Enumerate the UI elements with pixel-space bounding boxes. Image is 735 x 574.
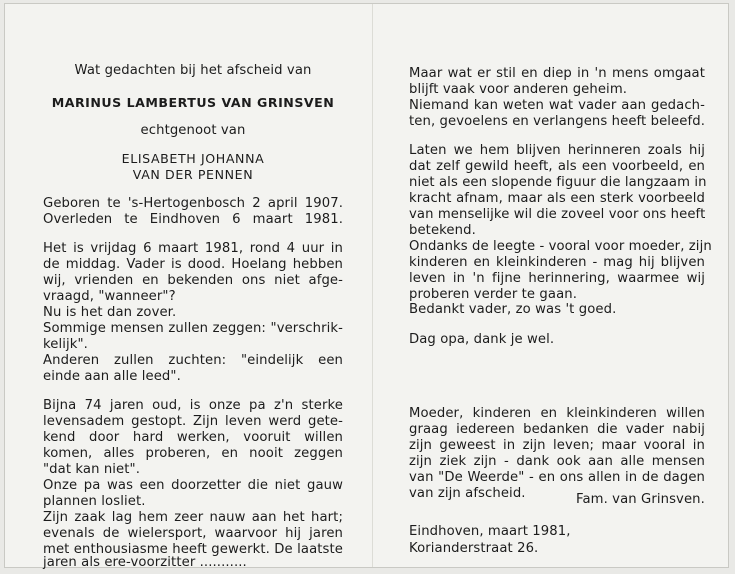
address: Korianderstraat 26. [409,541,539,556]
spouse-label: echtgenoot van [140,123,246,138]
family-signature: Fam. van Grinsven. [576,492,705,507]
deceased-name: MARINUS LAMBERTUS VAN GRINSVEN [51,95,335,110]
text-line: jaren als ere-voorzitter ........... [43,555,247,570]
text-line: Zijn zaak lag hem zeer nauw aan het hart; [43,510,343,525]
text-line: komen, alles proberen, en nooit zeggen [43,446,343,461]
text-line: de middag. Vader is dood. Hoelang hebben [43,257,343,272]
text-line: Bijna 74 jaren oud, is onze pa z'n sterke [43,398,343,413]
text-line: ten, gevoelens en verlangens heeft beleefd. [409,114,705,129]
thanks-grandpa: Dag opa, dank je wel. [409,332,555,347]
text-line: Ondanks de leegte - vooral voor moeder, zijn [409,239,712,254]
text-line: Anderen zullen zuchten: "eindelijk een [43,353,343,368]
text-line: Moeder, kinderen en kleinkinderen willen [409,406,705,421]
intro-text: Wat gedachten bij het afscheid van [74,63,312,78]
text-line: levensadem gestopt. Zijn leven werd gete- [43,414,343,429]
text-line: proberen verder te gaan. [409,287,578,302]
spouse-name-line-1: ELISABETH JOHANNA [121,151,265,166]
text-line: plannen losliet. [43,494,146,509]
place-date: Eindhoven, maart 1981, [409,524,571,539]
text-line: Nu is het dan zover. [43,305,177,320]
text-line: van menselijke wil die zoveel voor ons heeft [409,207,706,222]
text-line: Het is vrijdag 6 maart 1981, rond 4 uur in [43,241,343,256]
text-line: niet als een slopende figuur die langzaam in [409,175,707,190]
text-line: graag iedereen bedanken die vader nabij [409,422,705,437]
text-line: zijn geweest in zijn leven; maar vooral in [409,438,705,453]
text-line: kinderen en kleinkinderen - mag hij blijven [409,255,705,270]
text-line: wij, vrienden en bekenden ons niet afge- [43,273,343,288]
text-line: "dat kan niet". [43,462,140,477]
thanks-father: Bedankt vader, zo was 't goed. [409,302,617,317]
text-line: Niemand kan weten wat vader aan gedach- [409,98,705,113]
text-line: van "De Weerde" - en ons allen in de dagen [409,470,705,485]
text-line: vraagd, "wanneer"? [43,289,176,304]
memorial-card [4,3,729,568]
text-line: van zijn afscheid. [409,486,526,501]
death-line: Overleden te Eindhoven 6 maart 1981. [43,212,343,227]
text-line: blijft vaak voor anderen geheim. [409,82,628,97]
text-line: kracht afnam, maar als een sterk voorbeeld [409,191,705,206]
text-line: kend door hard werken, vooruit willen [43,430,343,445]
text-line: evenals de wielersport, waarvoor hij jaren [43,526,343,541]
spouse-name-line-2: VAN DER PENNEN [132,167,254,182]
text-line: Maar wat er stil en diep in 'n mens omgaat [409,66,705,81]
text-line: betekend. [409,223,476,238]
text-line: einde aan alle leed". [43,369,181,384]
text-line: dat zelf gewild heeft, als een voorbeeld, en [409,159,705,174]
text-line: Laten we hem blijven herinneren zoals hij [409,143,705,158]
text-line: kelijk". [43,337,88,352]
text-line: Onze pa was een doorzetter die niet gauw [43,478,343,493]
birth-line: Geboren te 's-Hertogenbosch 2 april 1907. [43,196,343,211]
text-line: Sommige mensen zullen zeggen: "verschrik- [43,321,343,336]
text-line: met enthousiasme heeft gewerkt. De laatste [43,542,343,557]
text-line: leven in 'n fijne herinnering, waarmee wij [409,271,705,286]
card-fold-line [372,4,373,567]
text-line: zijn ziek zijn - dank ook aan alle mensen [409,454,705,469]
